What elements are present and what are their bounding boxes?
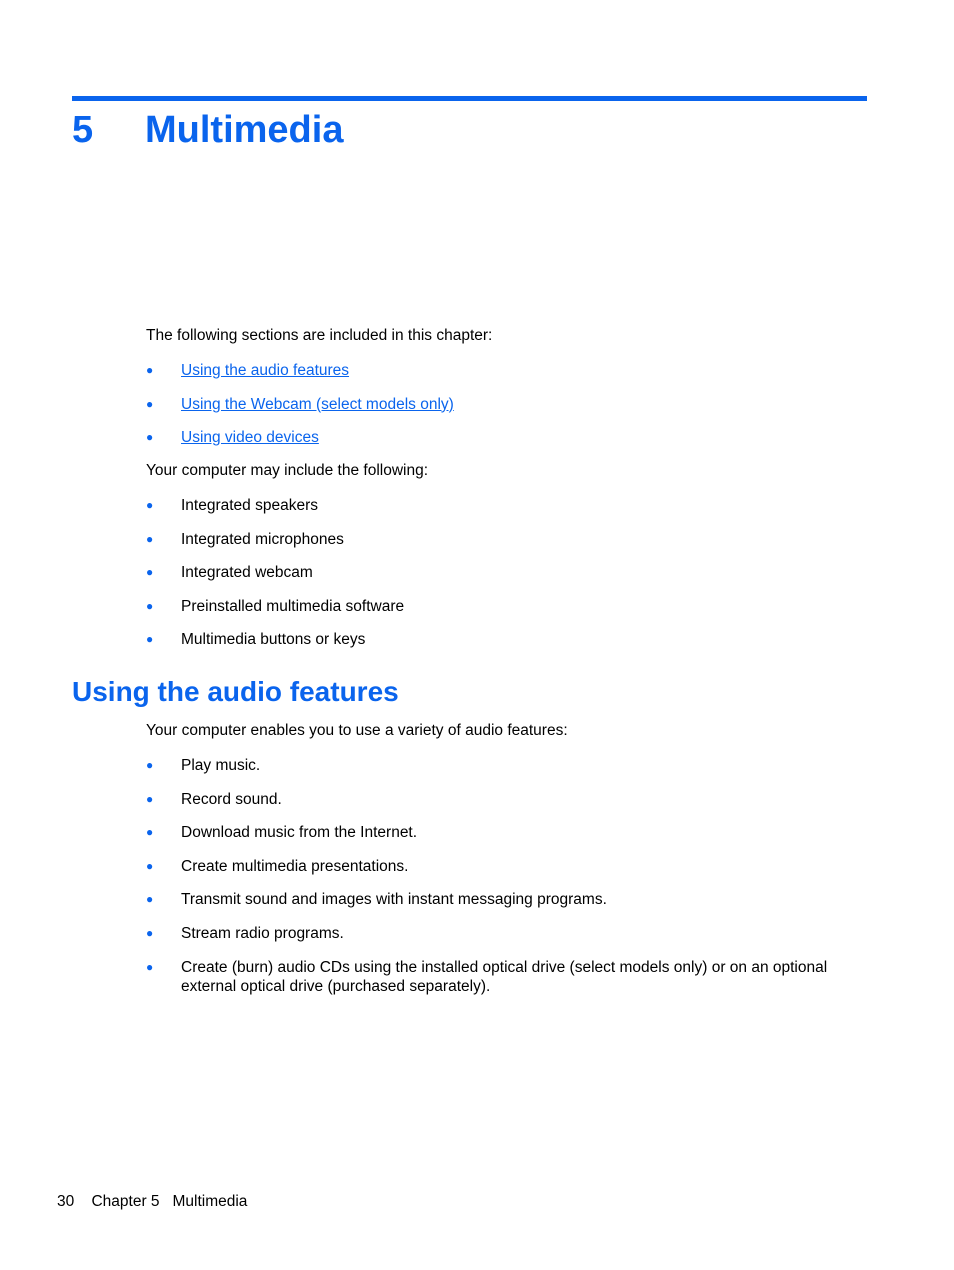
list-item (146, 924, 881, 943)
bullet-dot-icon: ● (146, 531, 154, 546)
list-item (146, 530, 404, 549)
includes-intro: Your computer may include the following: (146, 462, 429, 479)
chapter-number: 5 (72, 109, 94, 151)
list-item (146, 890, 881, 909)
bullet-dot-icon: ● (146, 565, 154, 580)
list-item (146, 790, 881, 809)
includes-list (146, 496, 404, 664)
list-item-text: Preinstalled multimedia software (181, 597, 405, 615)
list-item (146, 857, 881, 876)
bullet-dot-icon: ● (146, 498, 154, 512)
chapter-heading (72, 104, 343, 156)
audio-features-list (146, 756, 881, 1010)
list-item-text: Integrated microphones (181, 530, 344, 548)
link-using-video-devices[interactable]: Using video devices (181, 429, 319, 447)
bullet-dot-icon: ● (146, 632, 154, 647)
footer-chapter-label: Chapter 5 (91, 1193, 160, 1210)
footer-chapter-title: Multimedia (172, 1193, 248, 1210)
chapter-title: Multimedia (145, 109, 344, 151)
bullet-dot-icon: ● (146, 363, 154, 377)
bullet-dot-icon: ● (146, 825, 154, 840)
list-item-text: Record sound. (181, 790, 282, 808)
bullet-dot-icon: ● (146, 430, 154, 445)
page-number: 30 (57, 1193, 75, 1210)
list-item (146, 823, 881, 842)
list-item (146, 361, 454, 380)
link-using-webcam[interactable]: Using the Webcam (select models only) (181, 395, 454, 413)
list-item-text: Download music from the Internet. (181, 824, 418, 842)
list-item (146, 395, 454, 414)
list-item-text: Transmit sound and images with instant messaging programs. (181, 891, 607, 909)
list-item (146, 428, 454, 447)
list-item-text: Create multimedia presentations. (181, 857, 409, 875)
bullet-dot-icon: ● (146, 858, 154, 873)
list-item-text: Integrated speakers (181, 497, 319, 514)
bullet-dot-icon: ● (146, 758, 154, 772)
list-item-text: Multimedia buttons or keys (181, 631, 366, 649)
list-item (146, 958, 881, 996)
list-item (146, 496, 404, 515)
bullet-dot-icon: ● (146, 925, 154, 940)
section-links-list (146, 361, 454, 462)
list-item (146, 597, 404, 616)
page-footer (57, 1192, 247, 1212)
bullet-dot-icon: ● (146, 959, 154, 974)
link-using-audio-features[interactable]: Using the audio features (181, 362, 350, 379)
bullet-dot-icon: ● (146, 791, 154, 806)
list-item-text: Create (burn) audio CDs using the installed optical drive (select models only) or on an optional external optical drive (purchased separately). (181, 958, 828, 995)
chapter-rule (72, 96, 867, 101)
list-item (146, 563, 404, 582)
list-item-text: Play music. (181, 757, 261, 774)
section-heading-audio: Using the audio features (72, 676, 399, 707)
bullet-dot-icon: ● (146, 892, 154, 907)
bullet-dot-icon: ● (146, 598, 154, 613)
list-item (146, 630, 404, 649)
list-item-text: Integrated webcam (181, 564, 313, 582)
audio-intro: Your computer enables you to use a variety of audio features: (146, 722, 568, 739)
bullet-dot-icon: ● (146, 396, 154, 411)
sections-intro: The following sections are included in this chapter: (146, 327, 493, 344)
list-item-text: Stream radio programs. (181, 924, 344, 942)
list-item (146, 756, 881, 775)
